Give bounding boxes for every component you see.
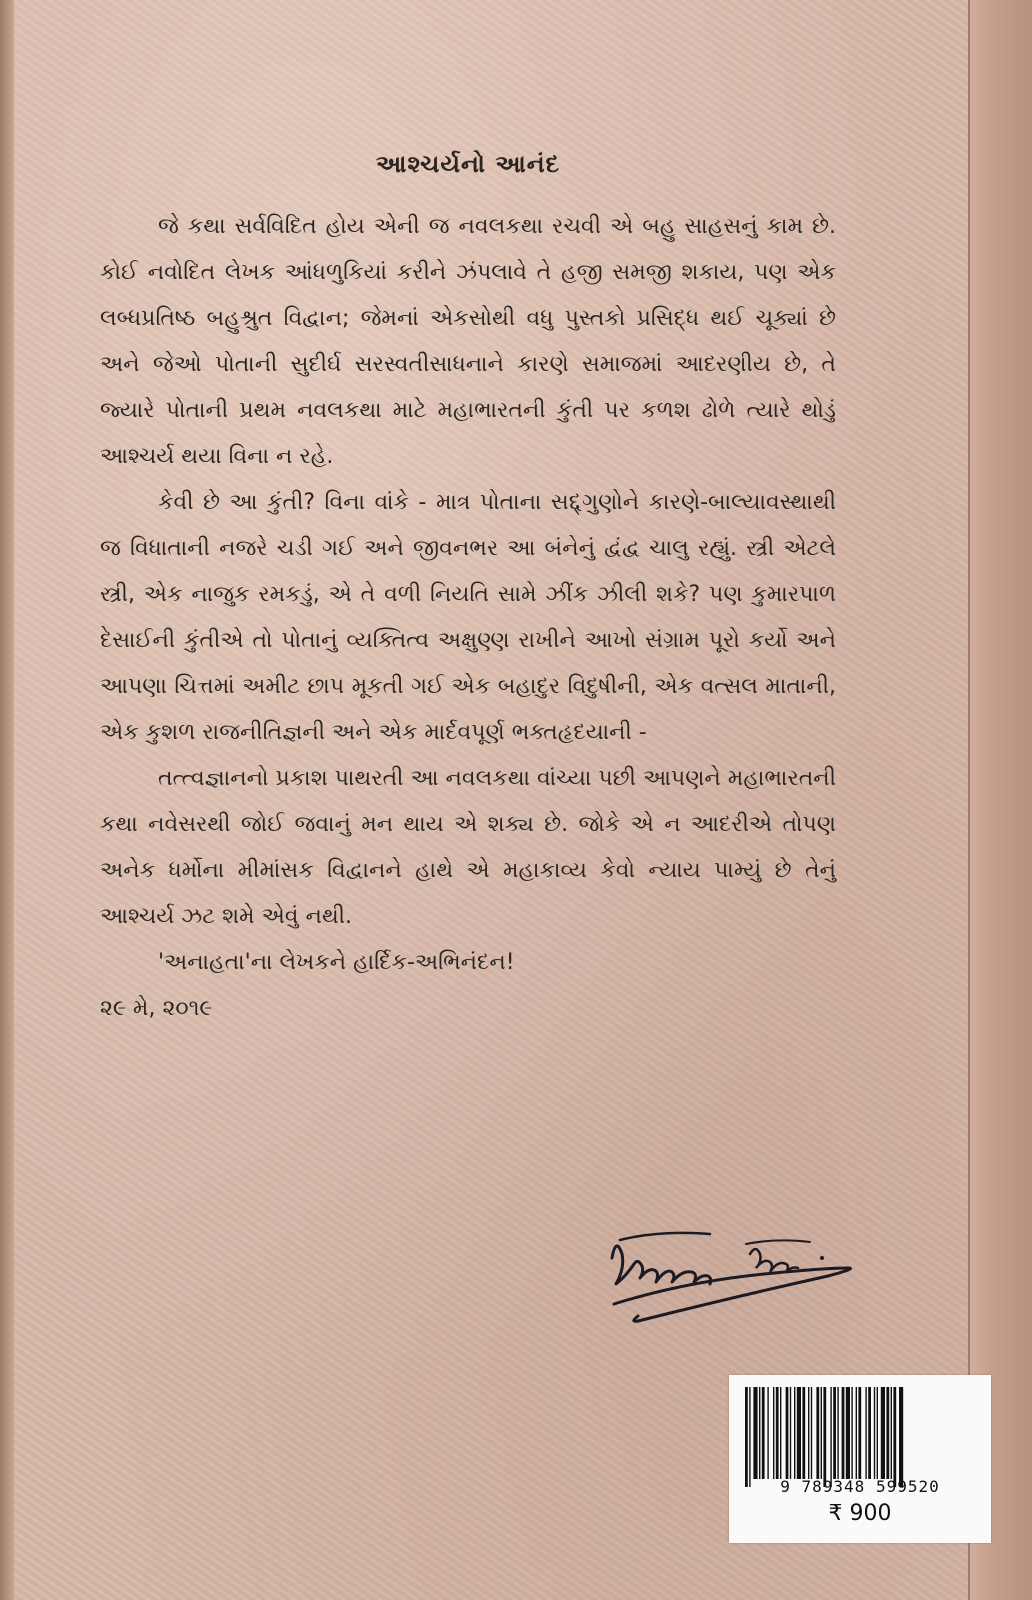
barcode-bar [833,1387,836,1479]
barcode-bar [899,1387,903,1487]
barcode-bar [776,1387,779,1479]
barcode-bar [881,1387,885,1479]
barcode-bar [821,1387,822,1479]
barcode-bars [745,1387,975,1487]
barcode-bar [886,1387,889,1479]
isbn-number: 9 789348 599520 [780,1477,940,1496]
barcode-bar [858,1387,861,1479]
barcode-bar [753,1387,757,1479]
barcode-bar [767,1387,768,1479]
paragraph-1: જે કથા સર્વવિદિત હોય એની જ નવલકથા રચવી એ બહુ સાહસનું કામ છે. કોઈ નવોદિત લેખક આંધળુકિયાં કરીને ઝંપલાવે તે હજી સમજી શકાય, પણ એક લબ્ધપ્રતિષ્ઠ બહુશ્રુત વિદ્વાન; જેમનાં એકસોથી વધુ પુસ્તકો પ્રસિદ્ધ થઈ ચૂક્યાં છે અને જેઓ પોતાની સુદીર્ઘ સરસ્વતીસાધનાને કારણે સમાજમાં આદરણીય છે, તે જ્યારે પોતાની પ્રથમ નવલકથા માટે મહાભારતની કુંતી પર કળશ ઢોળે ત્યારે થોડું આશ્ચર્ય થયા વિના ન રહે. [100,214,836,469]
barcode-bar [891,1387,892,1479]
barcode-bar [868,1387,871,1479]
cover-left-edge [0,0,14,1600]
barcode-bar [846,1387,850,1479]
barcode-bar [823,1387,826,1487]
barcode-bar [865,1387,866,1479]
barcode-bar [759,1387,760,1479]
handwritten-signature [600,1218,860,1328]
barcode-bar [786,1387,789,1479]
barcode-bar [893,1387,896,1487]
page-title: આશ્ચર્યનો આનંદ [375,150,561,178]
barcode-bar [877,1387,878,1479]
barcode-bar [830,1387,831,1487]
barcode-bar [837,1387,838,1479]
barcode-bar [790,1387,791,1479]
book-spine-edge [968,0,1032,1600]
barcode-bar [811,1387,812,1479]
paragraph-3: તત્ત્વજ્ઞાનનો પ્રકાશ પાથરતી આ નવલકથા વાંચ્યા પછી આપણને મહાભારતની કથા નવેસરથી જોઈ જવાનું મન થાય એ શક્ય છે. જોકે એ ન આદરીએ તોપણ અનેક ધર્મોના મીમાંસક વિદ્વાનને હાથે એ મહાકાવ્ય કેવો ન્યાય પામ્યું છે તેનું આશ્ચર્ય ઝટ શમે એવું નથી. [100,766,836,929]
paragraph-2: કેવી છે આ કુંતી? વિના વાંકે - માત્ર પોતાના સદ્દ્ગુણોને કારણે-બાલ્યાવસ્થાથી જ વિધાતાની નજરે ચડી ગઈ અને જીવનભર આ બંનેનું દ્વંદ્વ ચાલુ રહ્યું. સ્ત્રી એટલે સ્ત્રી, એક નાજુક રમકડું, એ તે વળી નિયતિ સામે ઝીંક ઝીલી શકે? પણ કુમારપાળ દેસાઈની કુંતીએ તો પોતાનું વ્યક્તિત્વ અક્ષુણ્ણ રાખીને આખો સંગ્રામ પૂરો કર્યો અને આપણા ચિત્તમાં અમીટ છાપ મૂકતી ગઈ એક બહાદુર વિદુષીની, એક વત્સલ માતાની, એક કુશળ રાજનીતિજ્ઞની અને એક માર્દવપૂર્ણ ભક્તહૃદયાની - [100,490,836,745]
date-line: ૨૯ મે, ૨૦૧૯ [100,996,213,1021]
barcode-bar [794,1387,795,1479]
price-label: ₹ 900 [828,1501,892,1526]
barcode-bar [780,1387,781,1479]
barcode-bar [745,1387,748,1487]
barcode-bar [874,1387,875,1479]
barcode-bar [773,1387,774,1479]
barcode-bar [762,1387,765,1479]
barcode-bar [749,1387,750,1487]
isbn-barcode-label [729,1375,991,1543]
closing-line: 'અનાહતા'ના લેખકને હાર્દિક-અભિનંદન! [158,950,515,975]
barcode-bar [797,1387,801,1479]
barcode-bar [802,1387,805,1479]
barcode-bar [851,1387,852,1479]
foreword-text-block [100,150,836,1032]
barcode-bar [808,1387,809,1479]
barcode-bar [842,1387,845,1479]
barcode-bar [816,1387,819,1479]
barcode-bar [856,1387,857,1479]
